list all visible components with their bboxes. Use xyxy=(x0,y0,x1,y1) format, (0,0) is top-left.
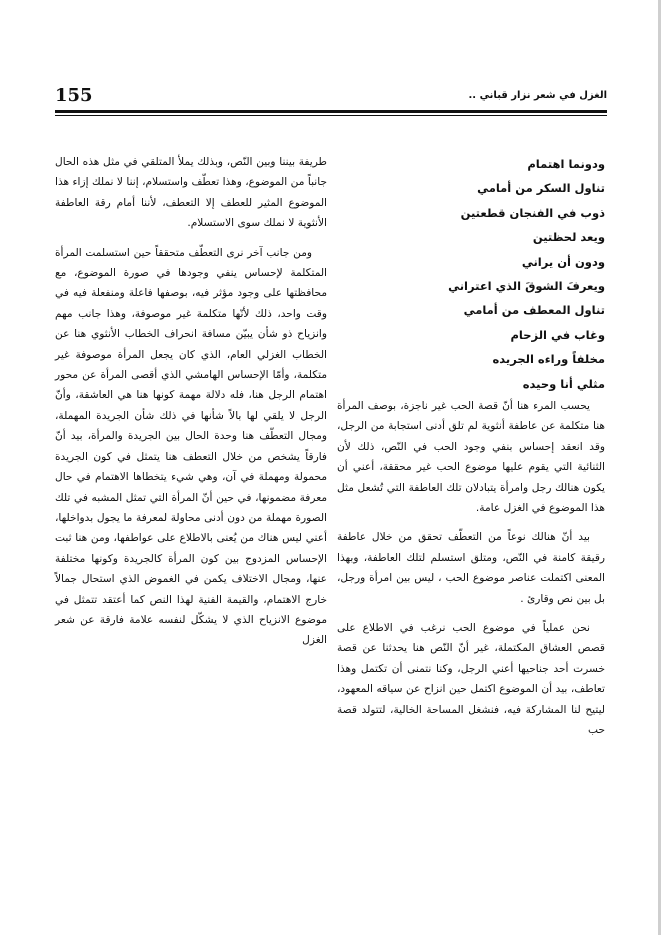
poem-line: مثلي أنا وحيده xyxy=(522,376,605,391)
right-column xyxy=(337,152,605,740)
body-paragraph: نحن عملياً في موضوع الحب نرغب في الاطلاع على قصص العشاق المكتملة، غير أنّ النّص هنا يحدثنا عن قصة خسرت أحد جناحيها أعني الرجل، وكنا نتمنى أن تكتمل وهذا تعاطف، بيد أن الموضوع اكتمل حين انزاح عن سياقه المعهود، ليتيح لنا المشاركة فيه، فنشغل المساحة الخالية، لتتولد قصة حب xyxy=(337,621,605,736)
poem-line: تناول السكر من أمامي xyxy=(477,181,605,196)
left-column xyxy=(55,152,327,651)
header-rule-thin xyxy=(55,115,607,116)
poem-line: مخلفاً وراءه الجريده xyxy=(492,352,605,367)
header-rule-thick xyxy=(55,110,607,113)
body-paragraph: ومن جانب آخر نرى التعطّف متحققاً حين استسلمت المرأة المتكلمة لإحساس ينفي وجودها في صورة الموضوع، مع محافظتها على وجود مؤثر فيه، بوصفها فاعلة ومنفعلة فيه في وقت واحد، ذلك لأنّها متكلمة غير موصوفة، وهذا جانب مهم وانزياح ذو شأن يبيّن مسافة انحراف الخطاب الأنثوي هنا عن الخطاب الغزلي العام، الذي كان يجعل المرأة موصوفة غير متكلمة، وأمّا الإحساس الهامشي الذي أقصى المرأة عن محور اهتمام الرجل هنا، فله دلالة مهمة كونها هنا هي العاشقة، وأنّ الرجل لا يلقي لها بالاً شأنها في ذلك شأن الجريدة المهملة، ومجال التعطّف هنا وحدة الحال بين الجريدة والمرأة، بيد أنّ فارقاً يشخص من خلال التعطف هنا يتمثل في كون الجريدة محمولة ومهملة في آن، وهي شيء يتخطاها الاهتمام في حال معرفة مضمونها، في حين أنّ المرأة التي تمثل المشبه في تلك الصورة مهملة من دون أدنى محاولة لمعرفة ما يجول بدواخلها، أعني ليس هناك من يُعنى بالاطلاع على عواطفها، ومن هنا ثبت الإحساس المزدوج بين كون المرأة كالجريدة وكونها مختلفة عنها، ومجال الاختلاف يكمن في الغموض الذي استحال جمالاً خارج الاهتمام، والقيمة الفنية لهذا النص كما أعتقد تتمثل في موضوع الانزياح الذي لا يشكّل لنفسه علامة فارقة عن شعر الغزل xyxy=(55,246,327,647)
body-paragraph: طريفة بيننا وبين النّص، وبذلك يملأ المتلقي في مثل هذه الحال جانباً من الموضوع، وهذا تعطّف واستسلام، إننا لا نملك إزاء هذا الموضوع المثير للعطف إلا التعطف، لأننا أمام رقة العاطفة الأنثوية لا نملك سوى الاستسلام. xyxy=(55,156,327,230)
running-title: الغزل في شعر نزار قباني .. xyxy=(468,90,607,101)
page-header xyxy=(55,86,607,106)
poem-line: ويعرفَ الشوقَ الذي اعتراني xyxy=(448,278,605,293)
poem-line: ودونما اهتمام xyxy=(527,157,605,171)
poem-line: وغاب في الزحام xyxy=(510,327,605,342)
page-number: 155 xyxy=(55,85,93,106)
poem-line: ودون أن يراني xyxy=(521,254,605,269)
poem-excerpt xyxy=(337,152,605,396)
body-paragraph: بيد أنّ هنالك نوعاً من التعطّف تحقق من خلال عاطفة رقيقة كامنة في النّص، ومتلق استسلم لتلك العاطفة، وبهذا المعنى اكتملت عناصر موضوع الحب ، ليس بين امرأة ورجل، بل بين نص وقارئ . xyxy=(337,531,605,605)
poem-line: تناول المعطف من أمامي xyxy=(463,303,605,318)
poem-line: ويعد لحظتين xyxy=(532,230,605,245)
poem-line: ذوب في الفنجان قطعتين xyxy=(460,205,605,220)
body-paragraph: يحسب المرء هنا أنّ قصة الحب غير ناجزة، بوصف المرأة هنا متكلمة عن عاطفة أنثوية لم تلق أدنى استجابة من الرجل، وقد انعقد إحساس بنفي وجود الحب في النّص، ذلك لأن الثنائية التي يقوم عليها موضوع الحب غير محققة، أعني أن يكون هنالك رجل وامرأة يتبادلان تلك العاطفة التي تُشعل مثل هذا الموضوع في الغزل عامة. xyxy=(337,399,605,514)
